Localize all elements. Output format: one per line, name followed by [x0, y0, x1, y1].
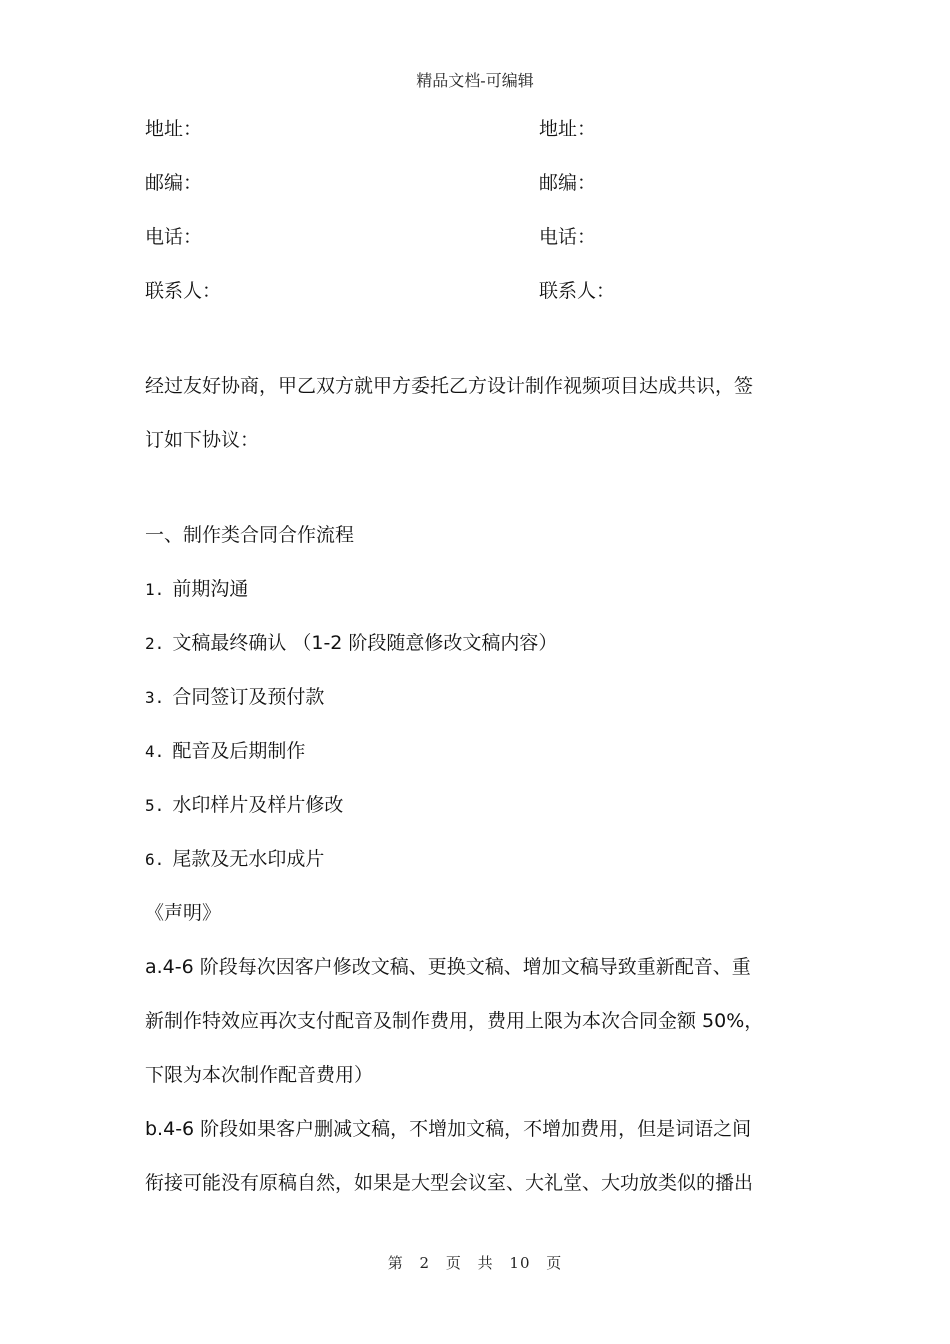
party-a-contact-label: 联系人： — [145, 280, 222, 302]
step-text: 合同签订及预付款 — [172, 686, 325, 708]
step-text: 配音及后期制作 — [172, 740, 306, 762]
footer-ye: 页 — [445, 1254, 462, 1272]
party-a-postcode-label: 邮编： — [145, 172, 203, 194]
step-item — [145, 574, 248, 601]
step-number: 5. — [145, 796, 165, 815]
step-number: 2. — [145, 634, 165, 653]
section-title: 一、制作类合同合作流程 — [145, 524, 355, 546]
step-number: 1. — [145, 580, 165, 599]
footer-ye-2: 页 — [546, 1254, 563, 1272]
step-text: 文稿最终确认 （1-2 阶段随意修改文稿内容） — [172, 632, 558, 654]
step-item — [145, 682, 324, 709]
footer-total-pages: 10 — [509, 1254, 531, 1272]
party-a-phone-label: 电话： — [145, 226, 203, 248]
footer-page-number: 2 — [419, 1254, 431, 1272]
step-number: 6. — [145, 850, 165, 869]
step-text: 水印样片及样片修改 — [172, 794, 344, 816]
step-item — [145, 790, 343, 817]
party-b-postcode-label: 邮编： — [539, 172, 597, 194]
step-text: 尾款及无水印成片 — [172, 848, 325, 870]
page-footer — [0, 1252, 950, 1273]
step-item — [145, 844, 324, 871]
party-a-address-label: 地址： — [145, 118, 203, 140]
statement-a-line-1: a.4-6 阶段每次因客户修改文稿、更换文稿、增加文稿导致重新配音、重 — [145, 956, 751, 978]
footer-gong: 共 — [477, 1254, 494, 1272]
step-item — [145, 736, 305, 763]
statement-title: 《声明》 — [145, 902, 222, 924]
party-b-phone-label: 电话： — [539, 226, 597, 248]
step-item — [145, 628, 557, 655]
footer-di: 第 — [387, 1254, 404, 1272]
statement-a-line-2: 新制作特效应再次支付配音及制作费用，费用上限为本次合同金额 50%， — [145, 1010, 764, 1032]
party-b-contact-label: 联系人： — [539, 280, 616, 302]
step-text: 前期沟通 — [172, 578, 249, 600]
intro-line-2: 订如下协议： — [145, 429, 260, 451]
statement-b-line-1: b.4-6 阶段如果客户删减文稿，不增加文稿，不增加费用，但是词语之间 — [145, 1118, 752, 1140]
step-number: 3. — [145, 688, 165, 707]
intro-line-1: 经过友好协商，甲乙双方就甲方委托乙方设计制作视频项目达成共识，签 — [145, 375, 754, 397]
statement-b-line-2: 衔接可能没有原稿自然，如果是大型会议室、大礼堂、大功放类似的播出 — [145, 1172, 754, 1194]
step-number: 4. — [145, 742, 165, 761]
page-header: 精品文档-可编辑 — [416, 71, 534, 90]
party-b-address-label: 地址： — [539, 118, 597, 140]
statement-a-line-3: 下限为本次制作配音费用） — [145, 1064, 374, 1086]
